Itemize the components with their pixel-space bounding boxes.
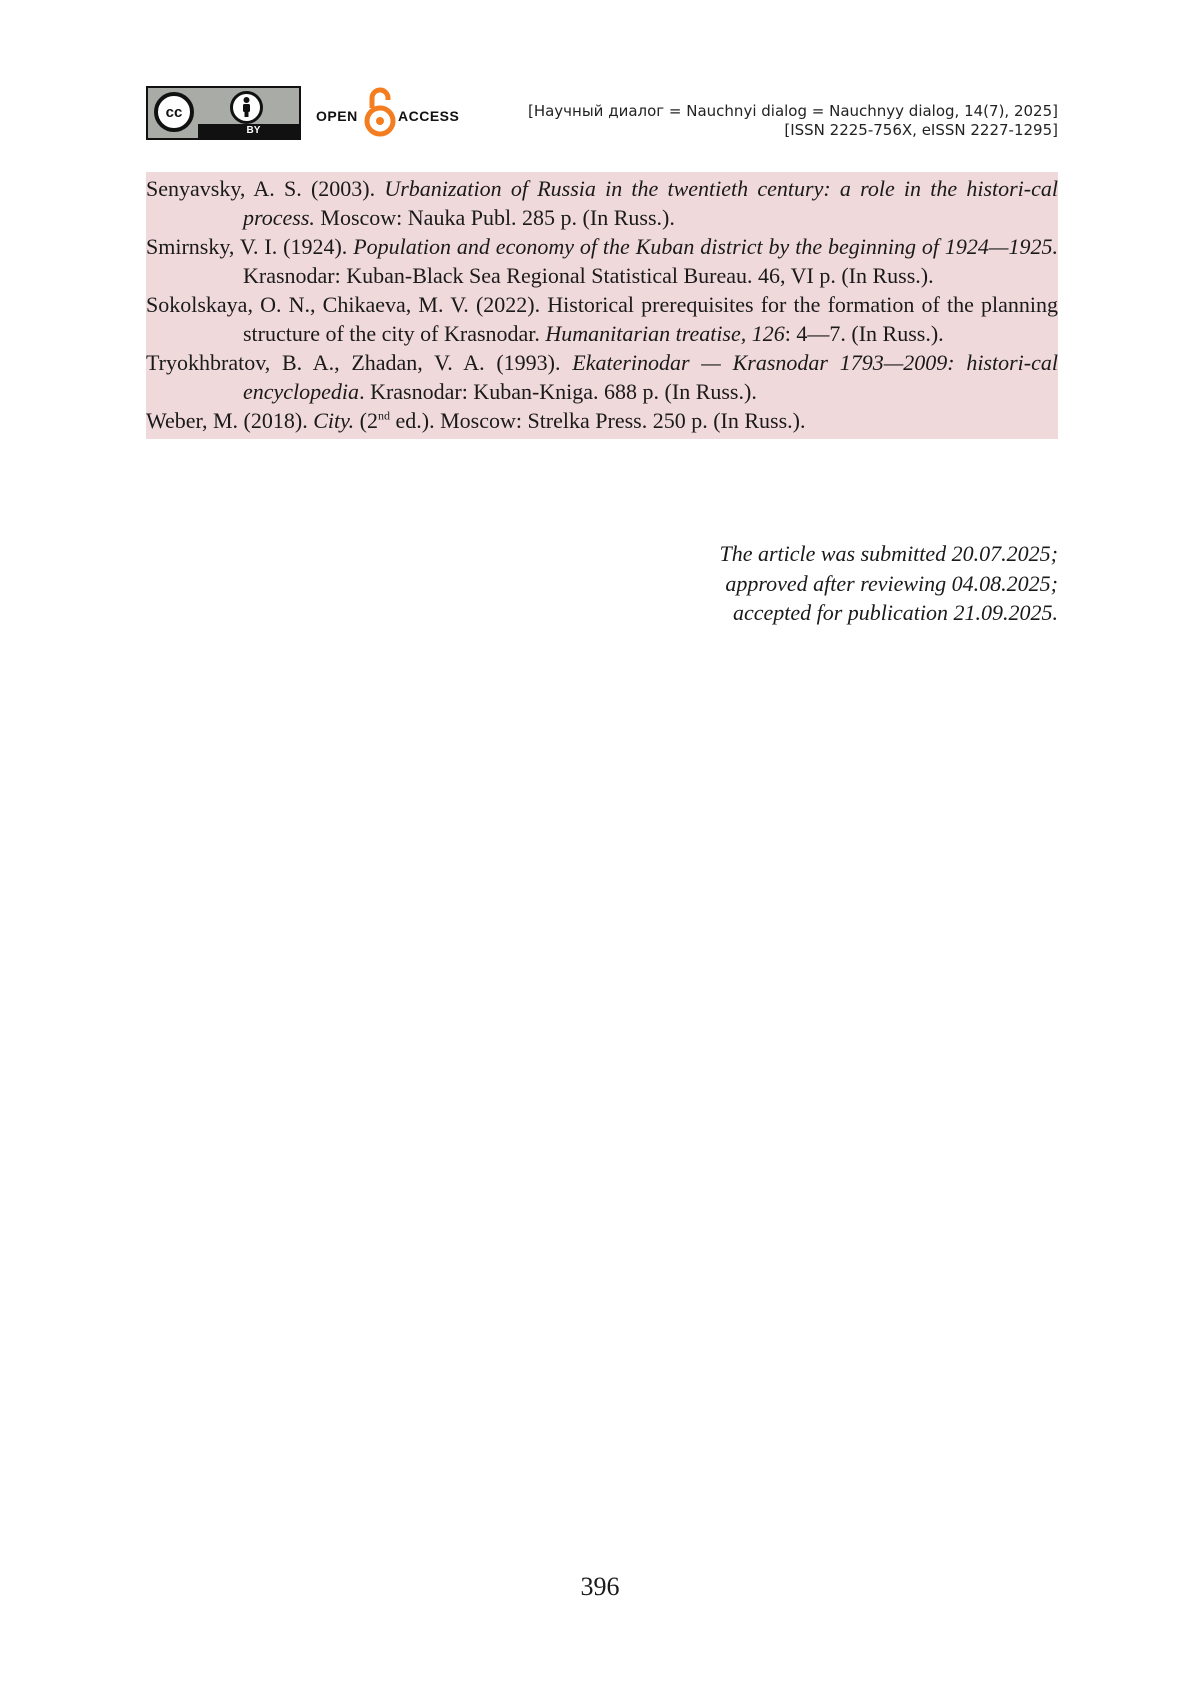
page-header [146,86,1058,142]
by-label: BY [198,124,299,138]
ref-authors: Smirnsky, V. I. (1924). [146,234,354,259]
article-dates [719,539,1058,628]
ref-authors: Sokolskaya, O. N., Chikaeva, M. V. (2022). Historical prerequisites for the formation of the planning structure of the city of Krasnodar. [146,292,1058,346]
journal-info [528,102,1058,140]
ref-edition-pre: (2 [354,408,378,433]
attribution-person-icon [230,91,263,124]
submitted-date: The article was submitted 20.07.2025; [719,541,1058,566]
cc-text: cc [165,103,183,121]
reference-item [146,174,1058,232]
oa-access-text: ACCESS [398,108,460,124]
ref-edition-sup: nd [377,408,390,423]
ref-title: Ekaterinodar — Krasnodar 1793—2009: histori-cal encyclopedia [243,350,1058,404]
cc-by-license-badge[interactable] [146,86,301,140]
accepted-date: accepted for publication 21.09.2025. [732,600,1058,625]
ref-authors: Tryokhbratov, B. A., Zhadan, V. A. (1993). [146,350,573,375]
ref-title: City. [313,408,355,433]
ref-authors: Weber, M. (2018). [146,408,314,433]
ref-details: : 4—7. (In Russ.). [784,321,944,346]
reference-item [146,290,1058,348]
reference-item [146,232,1058,290]
ref-title: Humanitarian treatise, 126 [545,321,785,346]
ref-details: Krasnodar: Kuban-Black Sea Regional Statistical Bureau. 46, VI p. (In Russ.). [243,263,934,288]
approved-date: approved after reviewing 04.08.2025; [725,570,1058,596]
ref-authors: Senyavsky, A. S. (2003). [146,176,385,201]
ref-details: ed.). Moscow: Strelka Press. 250 p. (In Russ.). [389,408,806,433]
ref-details: Moscow: Nauka Publ. 285 p. (In Russ.). [314,205,675,230]
ref-title: Population and economy of the Kuban district by the beginning of 1924—1925. [353,234,1058,259]
oa-open-text: OPEN [316,108,358,124]
journal-issn: [ISSN 2225-756X, eISSN 2227-1295] [784,121,1058,139]
ref-details: . Krasnodar: Kuban-Kniga. 688 p. (In Russ.). [359,379,757,404]
journal-citation: [Научный диалог = Nauchnyi dialog = Nauchnyy dialog, 14(7), 2025] [527,102,1058,120]
page-number: 396 [580,1572,620,1601]
reference-item [146,348,1058,406]
cc-icon [154,92,194,132]
reference-item [146,406,1058,435]
reference-list [146,172,1058,439]
open-access-logo[interactable] [316,86,466,140]
open-lock-icon [363,86,397,138]
ref-title: Urbanization of Russia in the twentieth century: a role in the histori-cal process. [243,176,1058,230]
